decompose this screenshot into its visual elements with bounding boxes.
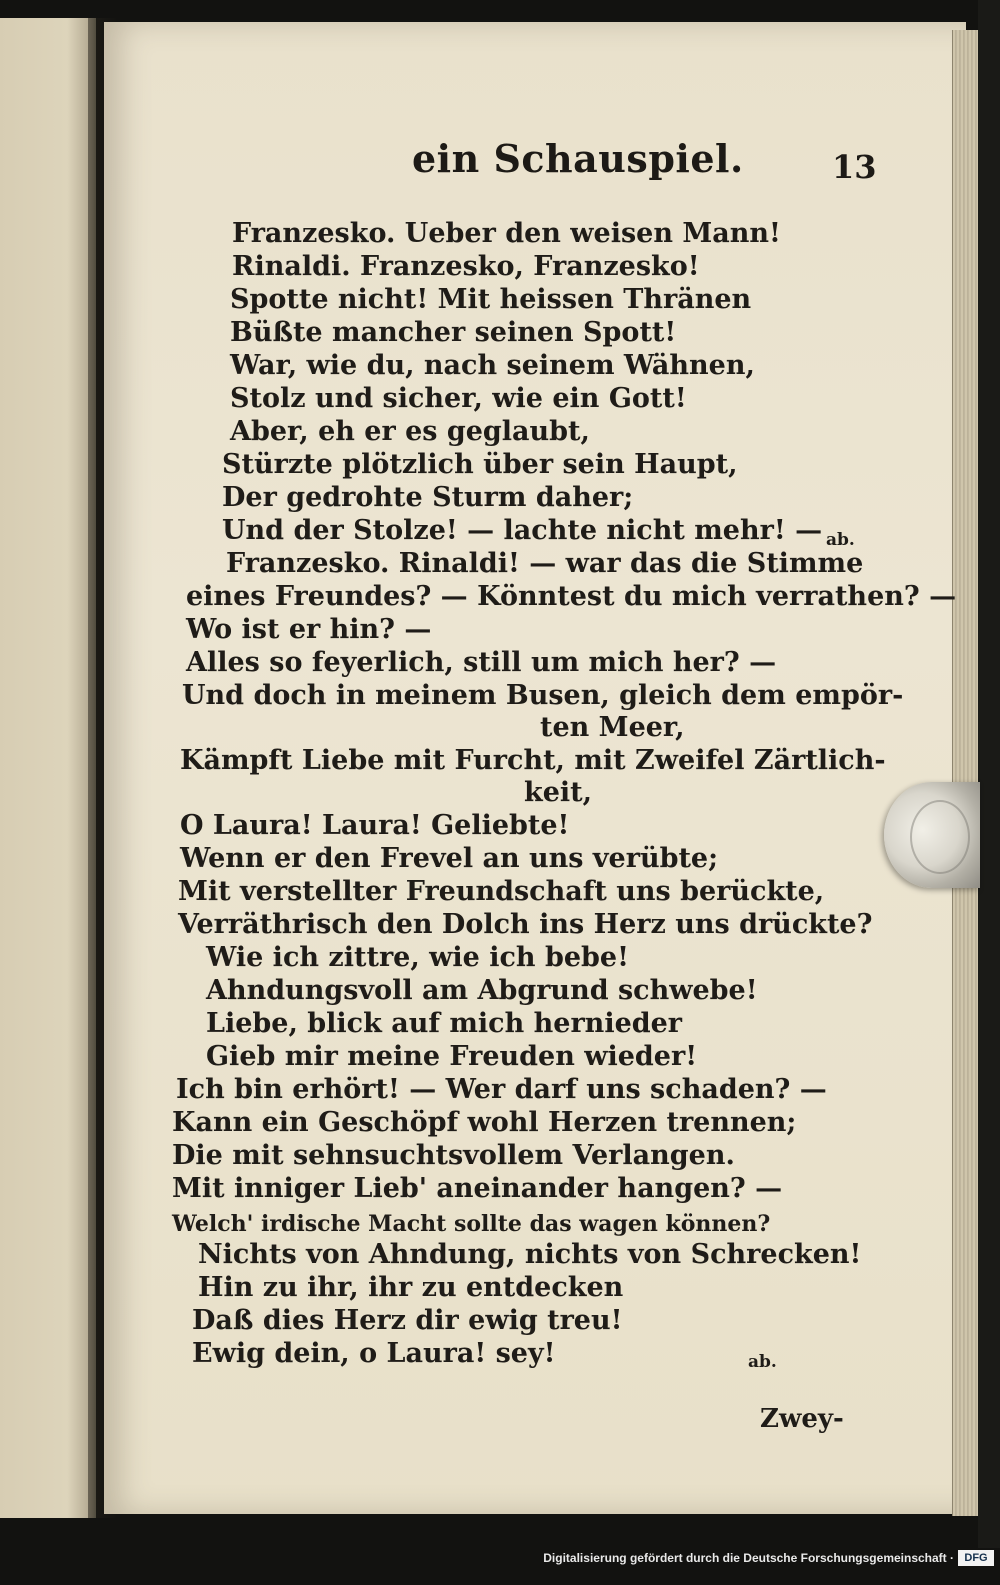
text-line: Wo ist er hin? — [186, 614, 432, 645]
text-line: Aber, eh er es geglaubt, [230, 416, 590, 447]
text-line: Nichts von Ahndung, nichts von Schrecken! [198, 1239, 862, 1270]
text-line: Franzesko. Ueber den weisen Mann! [232, 218, 781, 249]
text-line: Hin zu ihr, ihr zu entdecken [198, 1272, 624, 1303]
text-line: Welch' irdische Macht sollte das wagen können? [172, 1211, 771, 1237]
text-line: Die mit sehnsuchtsvollem Verlangen. [172, 1140, 735, 1171]
text-line: Büßte mancher seinen Spott! [230, 317, 677, 348]
glass-page-weight [884, 782, 980, 888]
glass-page-weight-rim [910, 800, 970, 874]
text-line: O Laura! Laura! Geliebte! [180, 810, 570, 841]
text-line: Wenn er den Frevel an uns verübte; [180, 843, 719, 874]
text-line: Kann ein Geschöpf wohl Herzen trennen; [172, 1107, 797, 1138]
text-line: Ich bin erhört! — Wer darf uns schaden? — [176, 1074, 827, 1105]
stage-direction-exit: ab. [748, 1352, 777, 1372]
catchword: Zwey- [760, 1404, 844, 1434]
text-line: Spotte nicht! Mit heissen Thränen [230, 284, 752, 315]
text-line: Gieb mir meine Freuden wieder! [206, 1041, 698, 1072]
speaker-line: Franzesko. Rinaldi! — war das die Stimme [226, 548, 864, 579]
text-line: Mit verstellter Freundschaft uns berückte, [178, 876, 825, 907]
text-line: Rinaldi. Franzesko, Franzesko! [232, 251, 700, 282]
text-line: War, wie du, nach seinem Wähnen, [230, 350, 755, 381]
dfg-logo: DFG [958, 1550, 994, 1566]
text-line: Wie ich zittre, wie ich bebe! [206, 942, 629, 973]
text-line: Stolz und sicher, wie ein Gott! [230, 383, 687, 414]
page-stack-edge [952, 30, 979, 1516]
page-number: 13 [832, 148, 877, 186]
text-line: Liebe, blick auf mich hernieder [206, 1008, 683, 1039]
text-line: Ahndungsvoll am Abgrund schwebe! [206, 975, 758, 1006]
digitization-credit: Digitalisierung gefördert durch die Deutsche Forschungsgemeinschaft · [543, 1551, 954, 1565]
text-line: Kämpft Liebe mit Furcht, mit Zweifel Zärtlich- [180, 745, 886, 776]
text-line: Und der Stolze! — lachte nicht mehr! — [222, 515, 823, 546]
text-line: Ewig dein, o Laura! sey! [192, 1338, 556, 1369]
text-line: Daß dies Herz dir ewig treu! [192, 1305, 623, 1336]
text-line: Mit inniger Lieb' aneinander hangen? — [172, 1173, 783, 1204]
text-line: Und doch in meinem Busen, gleich dem empör- [182, 680, 904, 711]
text-line: Verräthrisch den Dolch ins Herz uns drückte? [178, 909, 873, 940]
running-title: ein Schauspiel. [412, 136, 744, 181]
previous-page-edge [0, 18, 96, 1518]
text-line: Der gedrohte Sturm daher; [222, 482, 634, 513]
text-line: Alles so feyerlich, still um mich her? — [186, 647, 777, 678]
text-line: eines Freundes? — Könntest du mich verrathen? — [186, 581, 957, 612]
text-line: Stürzte plötzlich über sein Haupt, [222, 449, 738, 480]
text-line-continuation: ten Meer, [540, 712, 685, 743]
stage-direction-exit: ab. [826, 530, 855, 550]
background-right [978, 0, 1000, 1585]
text-line-continuation: keit, [524, 777, 593, 808]
